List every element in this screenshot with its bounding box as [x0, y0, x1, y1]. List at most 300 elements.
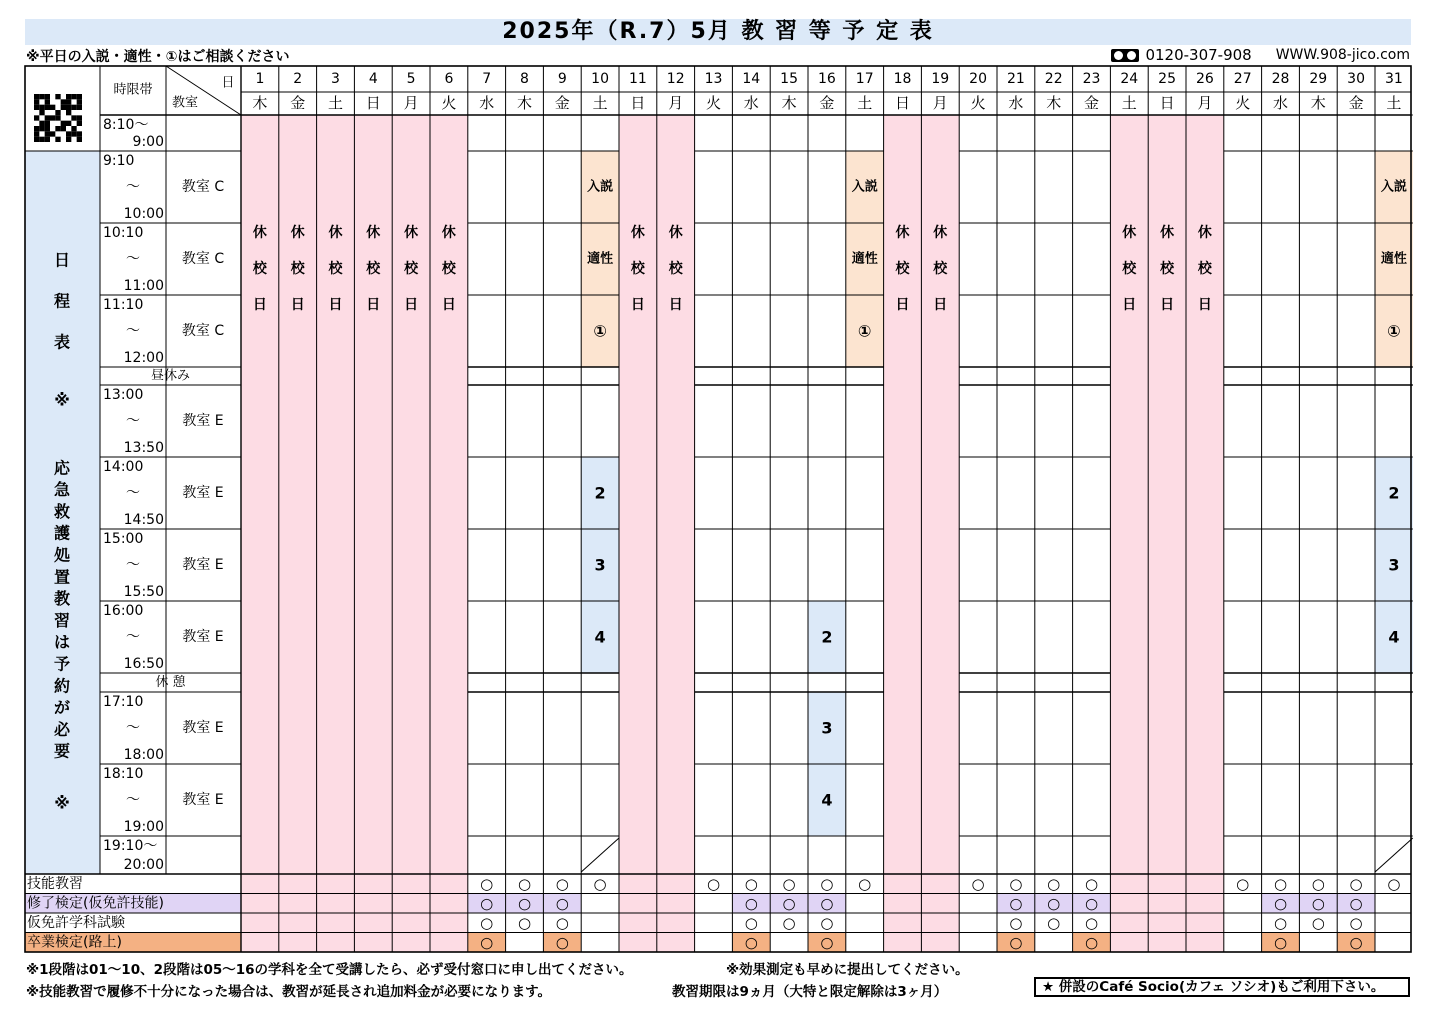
- weekday-label: 日: [894, 94, 911, 112]
- qr-code-module: [66, 121, 71, 126]
- closed-day-label: 校: [1122, 261, 1137, 277]
- available-mark: ○: [1009, 874, 1023, 893]
- event-label: 4: [594, 627, 606, 647]
- footer-note-3: ※技能教習で履修不十分になった場合は、教習が延長され追加料金が必要になります。: [26, 984, 552, 1000]
- weekday-label: 木: [516, 94, 533, 112]
- day-number: 3: [331, 71, 340, 87]
- qr-code-module: [77, 121, 82, 126]
- event-label: 適性: [851, 251, 878, 267]
- weekday-label: 日: [630, 94, 646, 112]
- vertical-note-char: 必: [53, 719, 71, 739]
- available-mark: ○: [1387, 874, 1401, 893]
- available-mark: ○: [782, 913, 796, 932]
- weekday-label: 火: [441, 94, 457, 112]
- available-mark: ○: [555, 913, 569, 932]
- room-header: 教室: [171, 95, 199, 111]
- day-number: 30: [1347, 71, 1366, 87]
- qr-code-module: [66, 105, 71, 110]
- qr-code-module: [45, 126, 50, 131]
- event-label: 2: [594, 483, 606, 503]
- qr-code-module: [55, 115, 60, 120]
- event-label: 4: [1388, 627, 1400, 647]
- qr-code-module: [34, 105, 39, 110]
- closed-day-label: 校: [441, 261, 456, 277]
- weekday-label: 木: [252, 94, 268, 112]
- vertical-note-char: 予: [53, 654, 71, 674]
- period-end: 15:50: [123, 584, 164, 600]
- day-number: 2: [293, 71, 303, 87]
- period-end: 9:00: [132, 134, 164, 150]
- qr-code-module: [45, 137, 50, 142]
- qr-code-module: [39, 126, 44, 131]
- available-mark: ○: [1084, 933, 1099, 952]
- closed-day-label: 校: [328, 261, 343, 277]
- vertical-note-char: ※: [54, 793, 70, 813]
- weekday-label: 木: [1046, 94, 1062, 112]
- qr-code-module: [77, 105, 82, 110]
- period-start: 17:10: [103, 694, 144, 710]
- available-mark: ○: [593, 874, 607, 893]
- vertical-note-char: 教: [53, 589, 71, 609]
- weekday-label: 木: [1310, 94, 1326, 112]
- available-mark: ○: [517, 874, 532, 893]
- period-end: 14:50: [123, 512, 164, 528]
- qr-code-module: [66, 94, 71, 99]
- bottom-row-label: 卒業検定(路上): [27, 934, 122, 951]
- footer-note-4: 教習期限は9ヵ月（大特と限定解除は3ヶ月）: [672, 984, 948, 1000]
- day-number: 14: [742, 71, 761, 87]
- day-number: 9: [557, 71, 567, 87]
- available-mark: ○: [555, 933, 569, 952]
- closed-day-label: 休: [366, 225, 381, 241]
- vertical-note-char: は: [53, 632, 71, 652]
- available-mark: ○: [1349, 913, 1363, 932]
- room-label: 教室 E: [182, 485, 224, 501]
- footer-note-1: ※1段階は01〜10、2段階は05〜16の学科を全て受講したら、必ず受付窓口に申し出てください。: [26, 962, 633, 978]
- weekday-label: 火: [705, 94, 722, 112]
- period-start: 10:10: [103, 225, 144, 241]
- qr-code-module: [77, 99, 82, 104]
- available-mark: ○: [555, 894, 569, 913]
- available-mark: ○: [1084, 874, 1099, 893]
- available-mark: ○: [1273, 913, 1288, 932]
- closed-day-label: 休: [1122, 225, 1137, 241]
- available-mark: ○: [782, 894, 796, 913]
- bottom-row-label: 仮免許学科試験: [27, 914, 125, 931]
- period-start: 13:00: [103, 387, 144, 403]
- available-mark: ○: [480, 913, 494, 932]
- weekday-label: 木: [781, 94, 797, 112]
- event-label: 入説: [1380, 179, 1407, 195]
- closed-day-label: 日: [933, 297, 948, 313]
- weekday-label: 日: [365, 94, 381, 112]
- qr-code-module: [66, 131, 71, 136]
- qr-code-module: [50, 131, 55, 136]
- day-number: 16: [817, 71, 836, 87]
- qr-code-module: [34, 137, 39, 142]
- bottom-row-label: 技能教習: [27, 875, 83, 892]
- weekday-label: 土: [327, 94, 344, 112]
- day-number: 22: [1044, 71, 1063, 87]
- break-label: 休 憩: [155, 675, 186, 690]
- closed-day-label: 日: [252, 297, 267, 313]
- day-number: 27: [1233, 71, 1252, 87]
- closed-day-label: 校: [668, 261, 683, 277]
- qr-code-module: [45, 99, 50, 104]
- available-mark: ○: [1311, 894, 1325, 913]
- period-start: 18:10: [103, 766, 144, 782]
- weekday-label: 日: [1159, 94, 1175, 112]
- day-number: 19: [931, 71, 950, 87]
- period-tilde: 〜: [126, 413, 140, 429]
- day-number: 18: [893, 71, 912, 87]
- qr-code-module: [71, 131, 76, 136]
- phone-number[interactable]: 0120-307-908: [1145, 46, 1252, 64]
- available-mark: ○: [820, 933, 834, 952]
- period-end: 19:00: [123, 819, 164, 835]
- available-mark: ○: [1009, 913, 1023, 932]
- qr-code-module: [50, 115, 55, 120]
- page-title: 2025年（R.7）5月 教 習 等 予 定 表: [25, 19, 1411, 45]
- vertical-note-char: ※: [54, 390, 70, 410]
- website-link[interactable]: WWW.908-jico.com: [1275, 47, 1410, 63]
- period-end: 10:00: [123, 206, 164, 222]
- period-tilde: 〜: [126, 251, 140, 267]
- available-mark: ○: [1009, 933, 1023, 952]
- available-mark: ○: [782, 874, 796, 893]
- available-mark: ○: [555, 874, 569, 893]
- closed-day-label: 日: [328, 297, 343, 313]
- weekday-label: 金: [1348, 94, 1364, 112]
- day-number: 11: [628, 71, 647, 87]
- period-start: 14:00: [103, 459, 144, 475]
- weekday-label: 水: [479, 94, 495, 112]
- available-mark: ○: [971, 874, 985, 893]
- qr-code-module: [55, 137, 60, 142]
- qr-code-module: [66, 99, 71, 104]
- room-label: 教室 E: [182, 413, 224, 429]
- closed-day-label: 日: [366, 297, 381, 313]
- event-label: 2: [821, 627, 833, 647]
- qr-code-module: [71, 105, 76, 110]
- available-mark: ○: [1084, 894, 1099, 913]
- period-end: 13:50: [123, 440, 164, 456]
- weekday-label: 金: [819, 94, 835, 112]
- qr-code-module: [61, 126, 66, 131]
- event-label: 入説: [851, 179, 878, 195]
- qr-code-module: [45, 131, 50, 136]
- available-mark: ○: [1047, 894, 1061, 913]
- day-number: 6: [444, 71, 454, 87]
- closed-day-label: 休: [668, 225, 683, 241]
- closed-day-label: 校: [252, 261, 267, 277]
- available-mark: ○: [1047, 913, 1061, 932]
- qr-code-module: [77, 137, 82, 142]
- qr-code-module: [77, 131, 82, 136]
- bottom-row-label: 修了検定(仮免許技能): [27, 895, 164, 912]
- period-tilde: 〜: [126, 629, 140, 645]
- closed-day-label: 休: [1197, 225, 1212, 241]
- period-start: 19:10〜: [103, 838, 158, 854]
- period-tilde: 〜: [126, 179, 140, 195]
- available-mark: ○: [744, 913, 758, 932]
- period-end: 11:00: [123, 278, 164, 294]
- qr-code-module: [66, 110, 71, 115]
- day-number: 21: [1006, 71, 1025, 87]
- event-label: ①: [1387, 321, 1401, 341]
- qr-code-module: [34, 99, 39, 104]
- available-mark: ○: [517, 913, 532, 932]
- period-tilde: 〜: [126, 323, 140, 339]
- day-number: 17: [855, 71, 874, 87]
- closed-day-label: 休: [1160, 225, 1175, 241]
- vertical-note-char: 急: [53, 480, 71, 500]
- vertical-note-char: 処: [53, 545, 71, 565]
- available-mark: ○: [858, 874, 872, 893]
- qr-code-module: [55, 126, 60, 131]
- closed-day-label: 休: [895, 225, 910, 241]
- available-mark: ○: [1273, 874, 1288, 893]
- available-mark: ○: [1349, 933, 1363, 952]
- day-header: 日: [221, 75, 235, 91]
- closed-day-label: 校: [630, 261, 645, 277]
- available-mark: ○: [1009, 894, 1023, 913]
- subheading-note: ※平日の入説・適性・①はご相談ください: [26, 49, 290, 65]
- weekday-label: 月: [1197, 94, 1213, 112]
- qr-code-module: [55, 94, 60, 99]
- qr-code-module: [61, 121, 66, 126]
- vertical-note-char: 約: [53, 676, 71, 696]
- time-slot-header: 時限帯: [113, 82, 153, 98]
- closed-day-label: 日: [404, 297, 419, 313]
- available-mark: ○: [1311, 913, 1325, 932]
- available-mark: ○: [480, 874, 494, 893]
- qr-code-module: [39, 105, 44, 110]
- qr-code-module: [45, 105, 50, 110]
- day-number: 28: [1271, 71, 1290, 87]
- day-number: 4: [368, 71, 378, 87]
- closed-day-label: 校: [290, 261, 305, 277]
- weekday-label: 月: [403, 94, 419, 112]
- room-label: 教室 C: [181, 323, 225, 339]
- weekday-label: 金: [290, 94, 306, 112]
- day-number: 26: [1195, 71, 1214, 87]
- day-number: 23: [1082, 71, 1101, 87]
- vertical-note-char: が: [53, 698, 71, 718]
- vertical-note-char: 表: [53, 332, 71, 352]
- weekday-label: 月: [668, 94, 684, 112]
- period-start: 9:10: [103, 153, 135, 169]
- qr-code-module: [71, 115, 76, 120]
- closed-day-label: 校: [933, 261, 948, 277]
- day-number: 1: [255, 71, 265, 87]
- qr-code-module: [34, 131, 39, 136]
- vertical-note-char: 要: [53, 741, 71, 761]
- unavailable-slash: [581, 838, 619, 872]
- period-end: 16:50: [123, 656, 164, 672]
- closed-day-label: 校: [366, 261, 381, 277]
- event-label: 適性: [1380, 251, 1407, 267]
- closed-day-label: 日: [1197, 297, 1212, 313]
- day-number: 24: [1120, 71, 1139, 87]
- period-start: 11:10: [103, 297, 144, 313]
- qr-code-module: [39, 137, 44, 142]
- weekday-label: 金: [1083, 94, 1100, 112]
- period-end: 18:00: [123, 747, 164, 763]
- available-mark: ○: [1349, 894, 1363, 913]
- closed-day-label: 休: [328, 225, 343, 241]
- qr-code-module: [45, 121, 50, 126]
- event-label: 入説: [587, 179, 614, 195]
- qr-code-module: [71, 126, 76, 131]
- room-label: 教室 C: [181, 179, 225, 195]
- qr-code-module: [45, 115, 50, 120]
- room-label: 教室 E: [182, 557, 224, 573]
- closed-day-label: 日: [1160, 297, 1175, 313]
- day-number: 25: [1158, 71, 1177, 87]
- event-label: ①: [857, 321, 872, 341]
- qr-code-module: [61, 99, 66, 104]
- qr-code-module: [77, 115, 82, 120]
- period-end: 12:00: [123, 350, 164, 366]
- unavailable-slash: [1375, 838, 1413, 872]
- event-label: 適性: [587, 251, 614, 267]
- qr-code-module: [61, 105, 66, 110]
- period-tilde: 〜: [126, 485, 140, 501]
- available-mark: ○: [1311, 874, 1325, 893]
- closed-day-label: 校: [895, 261, 910, 277]
- day-number: 13: [704, 71, 723, 87]
- weekday-label: 土: [857, 94, 873, 112]
- closed-day-label: 日: [290, 297, 305, 313]
- period-end: 20:00: [123, 857, 164, 873]
- closed-day-label: 日: [895, 297, 910, 313]
- day-number: 7: [482, 71, 492, 87]
- available-mark: ○: [480, 933, 494, 952]
- event-label: 3: [1388, 555, 1400, 575]
- available-mark: ○: [1084, 913, 1099, 932]
- qr-code-module: [45, 94, 50, 99]
- weekday-label: 水: [1272, 94, 1289, 112]
- vertical-note-char: 置: [53, 567, 71, 587]
- weekday-label: 水: [743, 94, 759, 112]
- closed-day-label: 休: [252, 225, 267, 241]
- available-mark: ○: [744, 874, 758, 893]
- qr-code-module: [34, 126, 39, 131]
- qr-code-module: [39, 121, 44, 126]
- period-start: 8:10〜: [103, 117, 149, 133]
- period-tilde: 〜: [126, 720, 140, 736]
- weekday-label: 火: [1235, 94, 1251, 112]
- qr-code-module: [55, 110, 60, 115]
- weekday-label: 土: [1386, 94, 1402, 112]
- closed-day-label: 校: [1197, 261, 1212, 277]
- weekday-label: 金: [554, 94, 570, 112]
- available-mark: ○: [1236, 874, 1250, 893]
- qr-code-module: [34, 115, 39, 120]
- qr-code-module: [39, 110, 44, 115]
- qr-code-module: [50, 105, 55, 110]
- closed-day-label: 休: [441, 225, 456, 241]
- room-label: 教室 E: [182, 720, 224, 736]
- available-mark: ○: [1349, 874, 1363, 893]
- period-start: 15:00: [103, 531, 144, 547]
- available-mark: ○: [1047, 874, 1061, 893]
- break-label: 昼休み: [150, 368, 191, 384]
- event-label: 3: [594, 555, 606, 575]
- vertical-note-char: 程: [53, 291, 71, 311]
- closed-day-label: 校: [1160, 261, 1175, 277]
- closed-day-label: 休: [290, 225, 305, 241]
- day-number: 10: [591, 71, 610, 87]
- available-mark: ○: [1273, 933, 1288, 952]
- room-label: 教室 E: [182, 792, 224, 808]
- closed-day-label: 校: [404, 261, 419, 277]
- available-mark: ○: [517, 894, 532, 913]
- available-mark: ○: [1273, 894, 1288, 913]
- day-number: 31: [1384, 71, 1403, 87]
- event-label: ①: [593, 321, 607, 341]
- period-start: 16:00: [103, 603, 144, 619]
- vertical-note-char: 応: [53, 458, 71, 478]
- room-label: 教室 E: [182, 629, 224, 645]
- available-mark: ○: [744, 894, 758, 913]
- event-label: 2: [1388, 483, 1400, 503]
- qr-code-module: [77, 94, 82, 99]
- day-number: 12: [666, 71, 685, 87]
- weekday-label: 月: [932, 94, 948, 112]
- available-mark: ○: [820, 913, 834, 932]
- vertical-note-char: 日: [53, 250, 71, 270]
- closed-day-label: 日: [630, 297, 645, 313]
- day-number: 20: [969, 71, 988, 87]
- available-mark: ○: [744, 933, 758, 952]
- period-tilde: 〜: [126, 557, 140, 573]
- period-tilde: 〜: [126, 792, 140, 808]
- weekday-label: 土: [1121, 94, 1137, 112]
- room-label: 教室 C: [181, 251, 225, 267]
- vertical-note-char: 救: [53, 501, 71, 521]
- closed-day-label: 休: [404, 225, 419, 241]
- closed-day-label: 日: [668, 297, 683, 313]
- cafe-notice: ★ 併設のCafé Socio(カフェ ソシオ)もご利用下さい。: [1034, 977, 1410, 997]
- closed-day-label: 休: [933, 225, 948, 241]
- day-number: 15: [780, 71, 799, 87]
- day-number: 5: [406, 71, 416, 87]
- closed-day-label: 日: [1122, 297, 1137, 313]
- vertical-note-char: 習: [53, 610, 71, 630]
- event-label: 3: [821, 718, 833, 738]
- qr-code-module: [71, 94, 76, 99]
- weekday-label: 水: [1008, 94, 1024, 112]
- closed-day-label: 休: [630, 225, 645, 241]
- day-number: 29: [1309, 71, 1328, 87]
- available-mark: ○: [820, 894, 834, 913]
- event-label: 4: [821, 790, 833, 810]
- qr-code-module: [34, 94, 39, 99]
- qr-code-module: [66, 137, 71, 142]
- available-mark: ○: [706, 874, 721, 893]
- vertical-note-char: 護: [53, 523, 71, 543]
- available-mark: ○: [820, 874, 834, 893]
- weekday-label: 火: [970, 94, 986, 112]
- footer-note-2: ※効果測定も早めに提出してください。: [726, 962, 969, 978]
- closed-day-label: 日: [441, 297, 456, 313]
- qr-code-module: [39, 94, 44, 99]
- weekday-label: 土: [592, 94, 608, 112]
- available-mark: ○: [480, 894, 494, 913]
- day-number: 8: [520, 71, 529, 87]
